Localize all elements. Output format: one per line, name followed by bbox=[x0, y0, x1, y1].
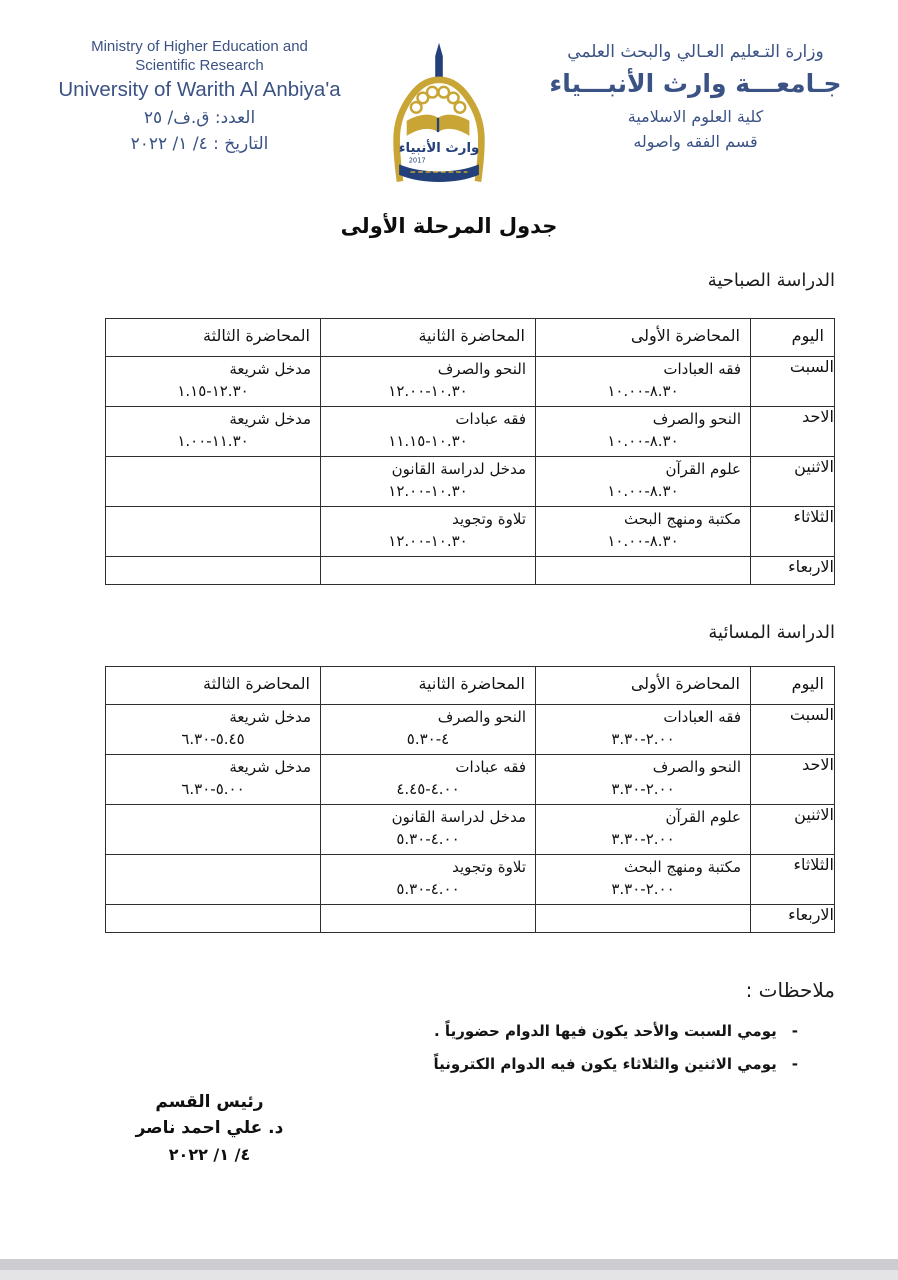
lecture-cell bbox=[321, 407, 536, 457]
subject: مدخل شريعة bbox=[229, 758, 311, 776]
university-name-en: University of Warith Al Anbiya'a bbox=[58, 77, 341, 101]
department-ar: قسم الفقه واصوله bbox=[633, 132, 758, 151]
time: ٨.٣٠-١٠.٠٠ bbox=[607, 431, 679, 450]
logo-banner-icon bbox=[399, 164, 479, 182]
subject: مكتبة ومنهج البحث bbox=[623, 858, 741, 876]
subject: النحو والصرف bbox=[652, 758, 741, 776]
college-ar: كلية العلوم الاسلامية bbox=[627, 107, 764, 126]
ministry-en-line2: Scientific Research bbox=[135, 56, 264, 74]
time: ٤.٠٠-٥.٣٠ bbox=[396, 829, 460, 848]
lecture-cell bbox=[536, 507, 751, 557]
subject: فقه عبادات bbox=[455, 410, 526, 428]
lecture-cell bbox=[106, 357, 321, 407]
logo-year-text: 2017 bbox=[408, 156, 426, 165]
photo-edge-shadow bbox=[0, 1259, 898, 1270]
time: ١٠.٣٠-١٢.٠٠ bbox=[388, 381, 468, 400]
lecture-cell bbox=[536, 457, 751, 507]
day-cell: الاثنين bbox=[751, 457, 835, 507]
lecture-cell bbox=[536, 557, 751, 585]
subject: علوم القرآن bbox=[665, 460, 741, 478]
university-name-ar: جـامعـــة وارث الأنبـــياء bbox=[549, 69, 842, 98]
evening-section-label: الدراسة المسائية bbox=[708, 622, 835, 643]
time bbox=[106, 808, 320, 811]
table-row bbox=[106, 755, 835, 805]
time: ٤.٠٠-٥.٣٠ bbox=[396, 879, 460, 898]
morning-section-label: الدراسة الصباحية bbox=[707, 270, 835, 291]
evening-schedule-table bbox=[105, 666, 835, 933]
time: ٨.٣٠-١٠.٠٠ bbox=[607, 381, 679, 400]
day-cell: السبت bbox=[751, 357, 835, 407]
document-title: جدول المرحلة الأولى bbox=[340, 214, 558, 238]
lecture-cell bbox=[106, 705, 321, 755]
lecture-cell bbox=[321, 805, 536, 855]
subject: مكتبة ومنهج البحث bbox=[623, 510, 741, 528]
subject: مدخل لدراسة القانون bbox=[391, 460, 526, 478]
subject: النحو والصرف bbox=[437, 360, 526, 378]
day-cell: الثلاثاء bbox=[751, 855, 835, 905]
subject: النحو والصرف bbox=[652, 410, 741, 428]
day-cell: الاربعاء bbox=[751, 905, 835, 933]
lecture-cell bbox=[536, 705, 751, 755]
table-row bbox=[106, 705, 835, 755]
lecture-cell bbox=[321, 905, 536, 933]
time: ١٠.٣٠-١١.١٥ bbox=[388, 431, 468, 450]
col-header-lecture1: المحاضرة الأولى bbox=[536, 667, 751, 705]
subject: مدخل شريعة bbox=[229, 708, 311, 726]
signer-role: رئيس القسم bbox=[155, 1092, 264, 1112]
time bbox=[106, 858, 320, 861]
notes-heading: ملاحظات : bbox=[745, 978, 835, 1002]
table-header-row bbox=[106, 667, 835, 705]
lecture-cell bbox=[321, 457, 536, 507]
lecture-cell bbox=[106, 407, 321, 457]
time: ١٠.٣٠-١٢.٠٠ bbox=[388, 481, 468, 500]
lecture-cell bbox=[536, 855, 751, 905]
lecture-cell bbox=[321, 357, 536, 407]
lecture-cell bbox=[106, 905, 321, 933]
photo-edge-shadow bbox=[0, 1270, 898, 1280]
table-row bbox=[106, 855, 835, 905]
time: ١١.٣٠-١.٠٠ bbox=[177, 431, 249, 450]
lecture-cell bbox=[321, 705, 536, 755]
day-cell: السبت bbox=[751, 705, 835, 755]
header-left-block bbox=[42, 38, 357, 154]
table-header-row bbox=[106, 319, 835, 357]
time: ٨.٣٠-١٠.٠٠ bbox=[607, 531, 679, 550]
subject: مدخل شريعة bbox=[229, 360, 311, 378]
subject: فقه العبادات bbox=[663, 708, 741, 726]
university-logo bbox=[382, 40, 496, 190]
lecture-cell bbox=[536, 407, 751, 457]
header-right-block bbox=[523, 42, 868, 151]
document-title-row bbox=[0, 214, 898, 238]
note-text: يومي الاثنين والثلاثاء يكون فيه الدوام الكترونياً bbox=[433, 1055, 777, 1073]
lecture-cell bbox=[536, 755, 751, 805]
note-dash: - bbox=[791, 1022, 798, 1040]
issue-number: العدد: ق.ف/ ٢٥ bbox=[143, 108, 256, 129]
col-header-lecture3: المحاضرة الثالثة bbox=[106, 319, 321, 357]
lecture-cell bbox=[106, 805, 321, 855]
issue-date: التاريخ : ٤/ ١/ ٢٠٢٢ bbox=[130, 134, 269, 155]
col-header-lecture2: المحاضرة الثانية bbox=[321, 667, 536, 705]
day-cell: الاحد bbox=[751, 755, 835, 805]
note-text: يومي السبت والأحد يكون فيها الدوام حضورياً . bbox=[434, 1022, 777, 1040]
lecture-cell bbox=[106, 507, 321, 557]
lecture-cell bbox=[536, 805, 751, 855]
time: ٢.٠٠-٣.٣٠ bbox=[611, 729, 675, 748]
subject: مدخل شريعة bbox=[229, 410, 311, 428]
logo-minaret-icon bbox=[435, 43, 443, 77]
table-row bbox=[106, 357, 835, 407]
table-row bbox=[106, 905, 835, 933]
time: ١٠.٣٠-١٢.٠٠ bbox=[388, 531, 468, 550]
table-row bbox=[106, 805, 835, 855]
time: ١٢.٣٠-١.١٥ bbox=[177, 381, 249, 400]
subject: مدخل لدراسة القانون bbox=[391, 808, 526, 826]
time: ٢.٠٠-٣.٣٠ bbox=[611, 779, 675, 798]
day-cell: الاربعاء bbox=[751, 557, 835, 585]
lecture-cell bbox=[321, 557, 536, 585]
subject: فقه العبادات bbox=[663, 360, 741, 378]
time: ٤-٥.٣٠ bbox=[406, 729, 450, 748]
subject: فقه عبادات bbox=[455, 758, 526, 776]
subject: علوم القرآن bbox=[665, 808, 741, 826]
lecture-cell bbox=[536, 357, 751, 407]
lecture-cell bbox=[106, 755, 321, 805]
signature-date: ٤/ ١/ ٢٠٢٢ bbox=[168, 1145, 251, 1164]
lecture-cell bbox=[106, 855, 321, 905]
note-item bbox=[434, 1055, 798, 1073]
lecture-cell bbox=[106, 557, 321, 585]
subject: النحو والصرف bbox=[437, 708, 526, 726]
time: ٢.٠٠-٣.٣٠ bbox=[611, 879, 675, 898]
note-item bbox=[434, 1022, 798, 1040]
morning-schedule-table bbox=[105, 318, 835, 585]
time bbox=[106, 460, 320, 463]
lecture-cell bbox=[106, 457, 321, 507]
time bbox=[106, 510, 320, 513]
subject: تلاوة وتجويد bbox=[452, 510, 526, 528]
lecture-cell bbox=[321, 755, 536, 805]
col-header-day: اليوم bbox=[751, 319, 835, 357]
time: ٤.٠٠-٤.٤٥ bbox=[396, 779, 460, 798]
ministry-en-line1: Ministry of Higher Education and bbox=[91, 38, 308, 55]
subject: تلاوة وتجويد bbox=[452, 858, 526, 876]
lecture-cell bbox=[321, 507, 536, 557]
ministry-ar: وزارة التـعليم العـالي والبحث العلمي bbox=[567, 42, 824, 62]
col-header-lecture1: المحاضرة الأولى bbox=[536, 319, 751, 357]
day-cell: الاثنين bbox=[751, 805, 835, 855]
signer-name: د. علي احمد ناصر bbox=[135, 1118, 284, 1138]
time: ٢.٠٠-٣.٣٠ bbox=[611, 829, 675, 848]
time: ٥.٤٥-٦.٣٠ bbox=[181, 729, 245, 748]
note-dash: - bbox=[791, 1055, 798, 1073]
col-header-day: اليوم bbox=[751, 667, 835, 705]
lecture-cell bbox=[321, 855, 536, 905]
time: ٨.٣٠-١٠.٠٠ bbox=[607, 481, 679, 500]
time: ٥.٠٠-٦.٣٠ bbox=[181, 779, 245, 798]
day-cell: الاحد bbox=[751, 407, 835, 457]
col-header-lecture2: المحاضرة الثانية bbox=[321, 319, 536, 357]
table-row bbox=[106, 557, 835, 585]
table-row bbox=[106, 407, 835, 457]
lecture-cell bbox=[536, 905, 751, 933]
signature-block bbox=[92, 1092, 327, 1164]
logo-calligraphy-text: وارث الأنبياء bbox=[398, 141, 480, 157]
day-cell: الثلاثاء bbox=[751, 507, 835, 557]
table-row bbox=[106, 457, 835, 507]
table-row bbox=[106, 507, 835, 557]
col-header-lecture3: المحاضرة الثالثة bbox=[106, 667, 321, 705]
